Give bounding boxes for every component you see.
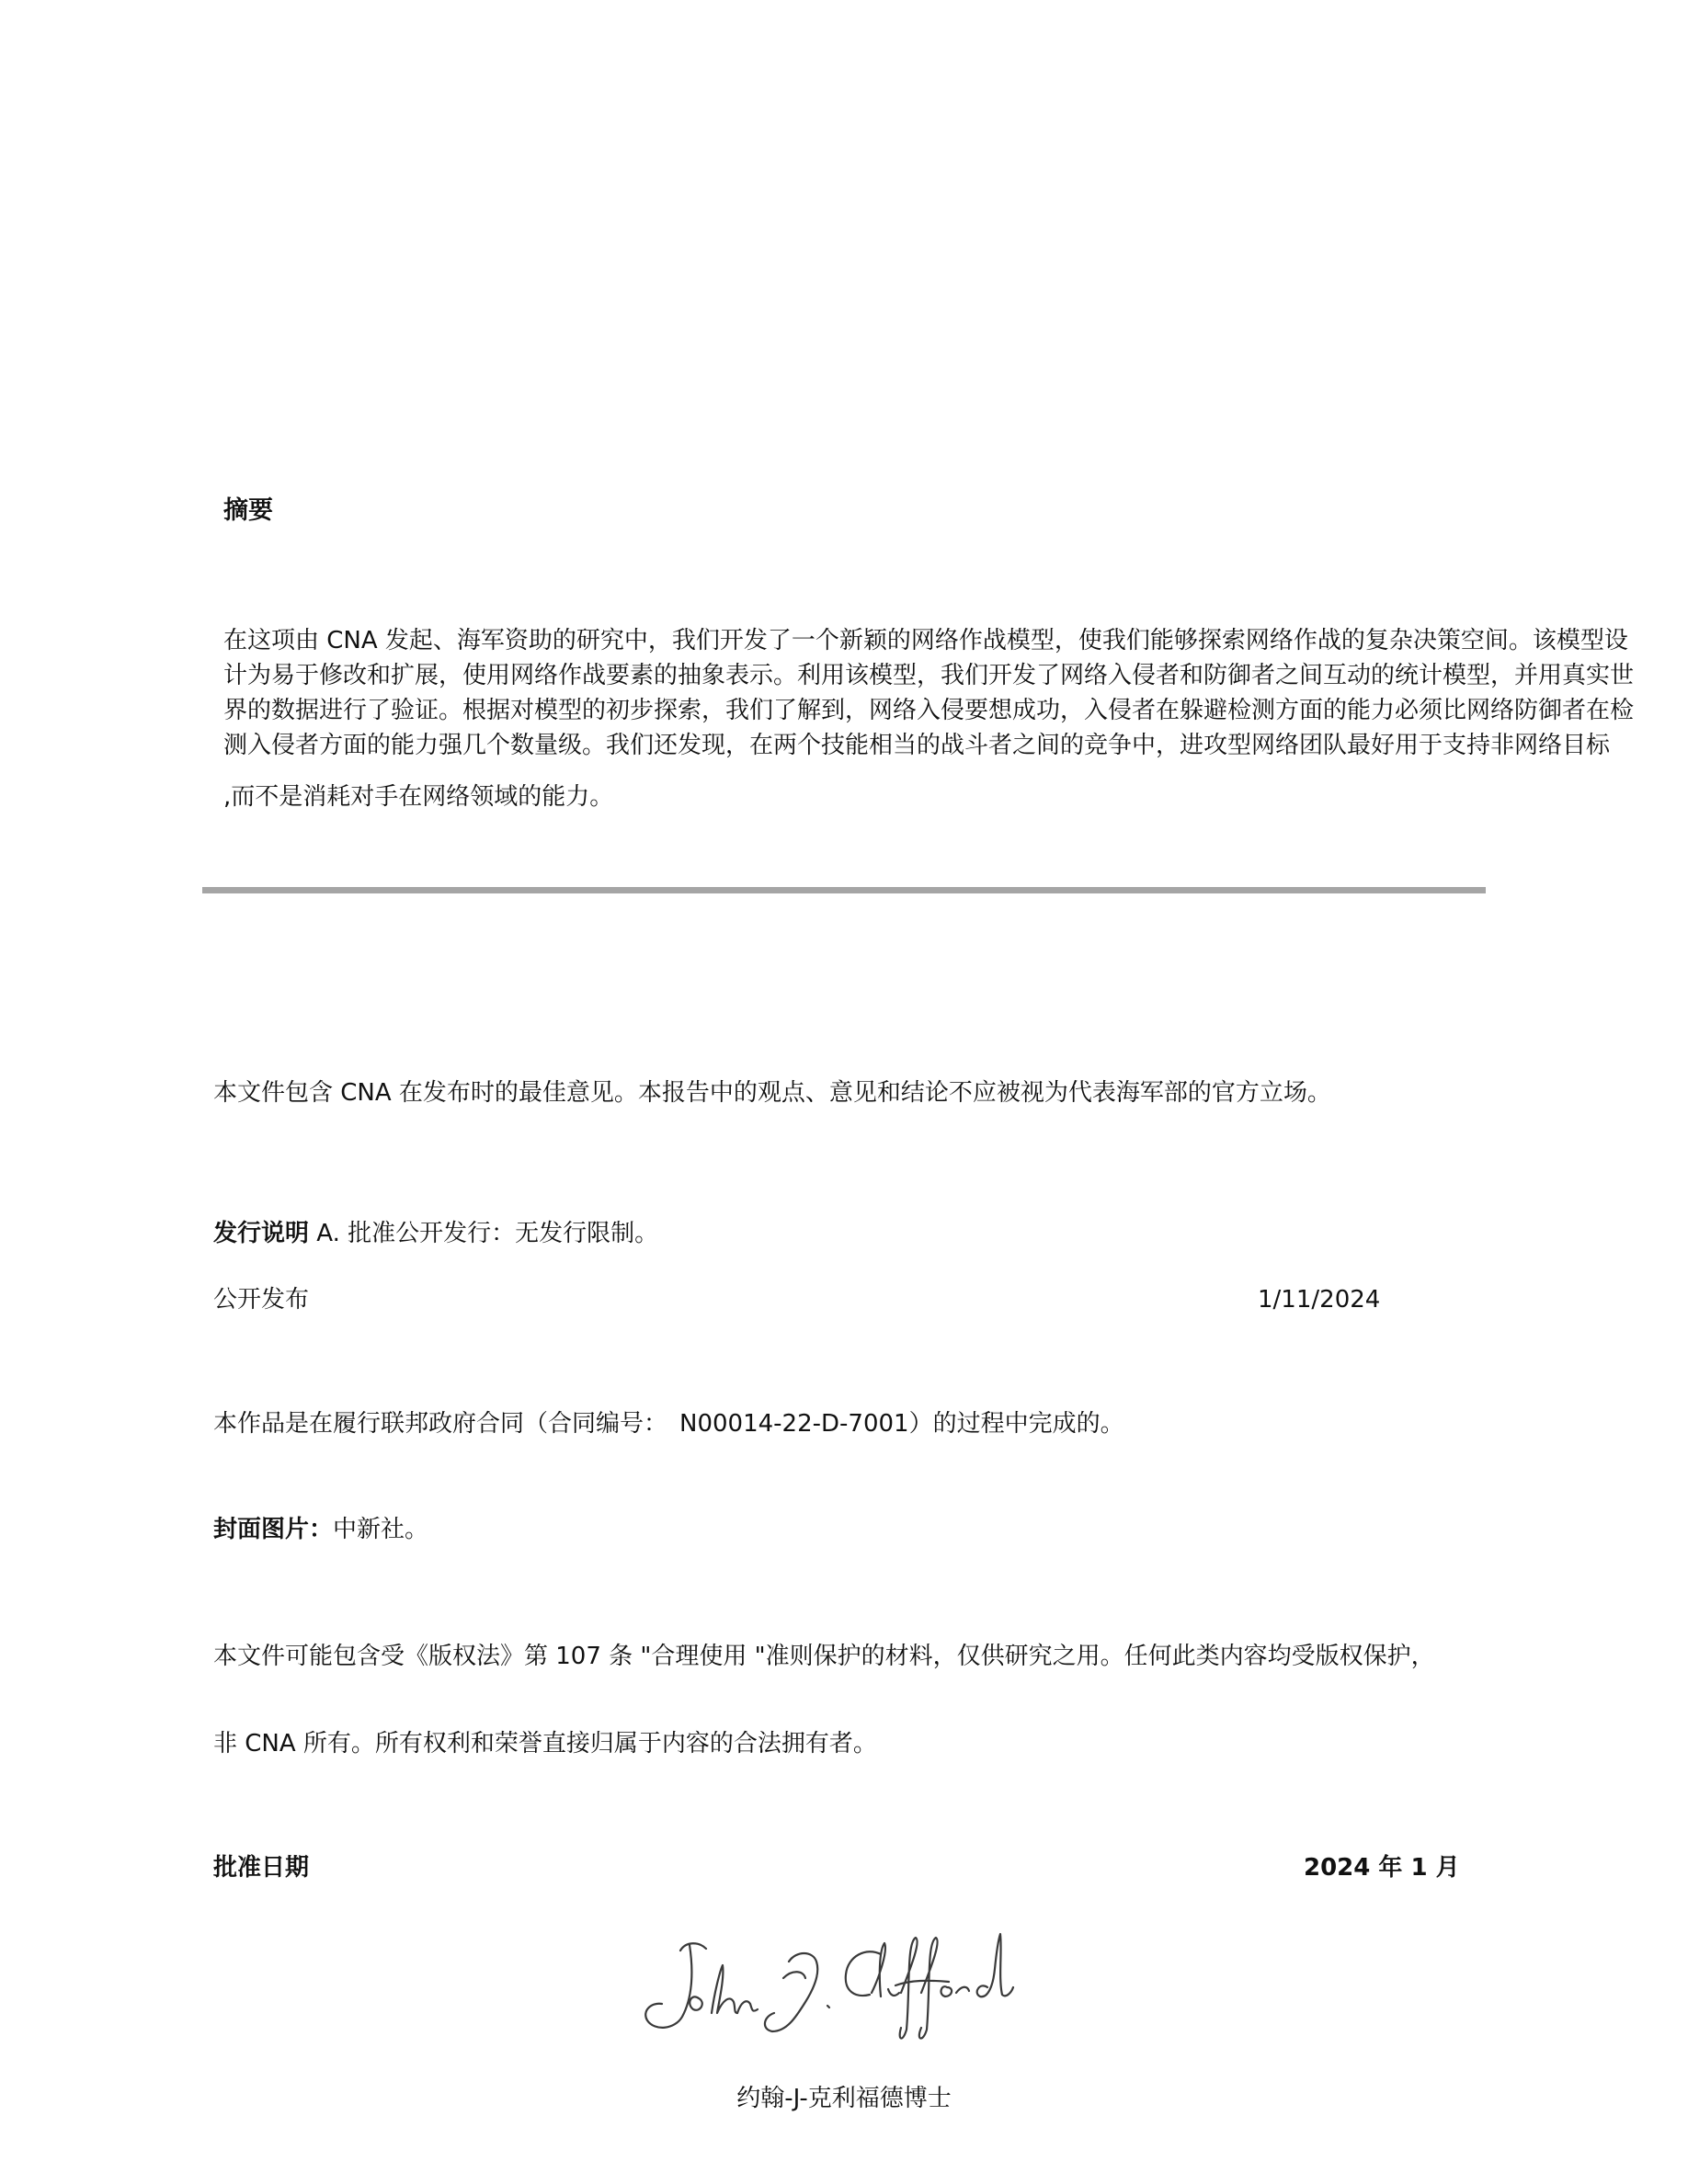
approval-date: 2024 年 1 月	[1304, 1854, 1460, 1882]
signature-image	[634, 1914, 1044, 2050]
abstract-heading: 摘要	[223, 496, 273, 525]
distribution-label: 发行说明	[213, 1220, 310, 1247]
abstract-line: 计为易于修改和扩展，使用网络作战要素的抽象表示。利用该模型，我们开发了网络入侵者和防御者之间互动的统计模型，并用真实世	[223, 662, 1635, 689]
public-release-date: 1/11/2024	[1258, 1286, 1381, 1314]
abstract-line: 测入侵者方面的能力强几个数量级。我们还发现，在两个技能相当的战斗者之间的竞争中，进攻型网络团队最好用于支持非网络目标	[223, 732, 1611, 759]
copyright-line-2: 非 CNA 所有。所有权利和荣誉直接归属于内容的合法拥有者。	[213, 1730, 877, 1757]
approval-label: 批准日期	[213, 1854, 310, 1882]
handwritten-signature	[634, 1914, 1044, 2050]
disclaimer-text: 本文件包含 CNA 在发布时的最佳意见。本报告中的观点、意见和结论不应被视为代表海军部的官方立场。	[213, 1079, 1331, 1107]
public-release-label: 公开发布	[213, 1286, 310, 1314]
cover-image-credit	[213, 1514, 428, 1545]
copyright-line-1: 本文件可能包含受《版权法》第 107 条 "合理使用 "准则保护的材料，仅供研究之用。任何此类内容均受版权保护，	[213, 1643, 1435, 1670]
abstract-line: ,而不是消耗对手在网络领域的能力。	[223, 783, 614, 811]
cover-image-label: 封面图片：	[213, 1516, 334, 1543]
contract-text: 本作品是在履行联邦政府合同（合同编号： N00014-22-D-7001）的过程中完成的。	[213, 1410, 1124, 1438]
distribution-text: A. 批准公开发行：无发行限制。	[309, 1220, 659, 1247]
abstract-line: 在这项由 CNA 发起、海军资助的研究中，我们开发了一个新颖的网络作战模型，使我们能够探索网络作战的复杂决策空间。该模型设	[223, 627, 1628, 654]
distribution-statement	[213, 1218, 658, 1249]
abstract-body	[223, 623, 1635, 814]
cover-image-text: 中新社。	[333, 1516, 429, 1543]
signer-name: 约翰-J-克利福德博士	[736, 2085, 952, 2112]
abstract-line: 界的数据进行了验证。根据对模型的初步探索，我们了解到，网络入侵要想成功，入侵者在躲避检测方面的能力必须比网络防御者在检	[223, 697, 1635, 724]
section-divider	[202, 887, 1486, 893]
